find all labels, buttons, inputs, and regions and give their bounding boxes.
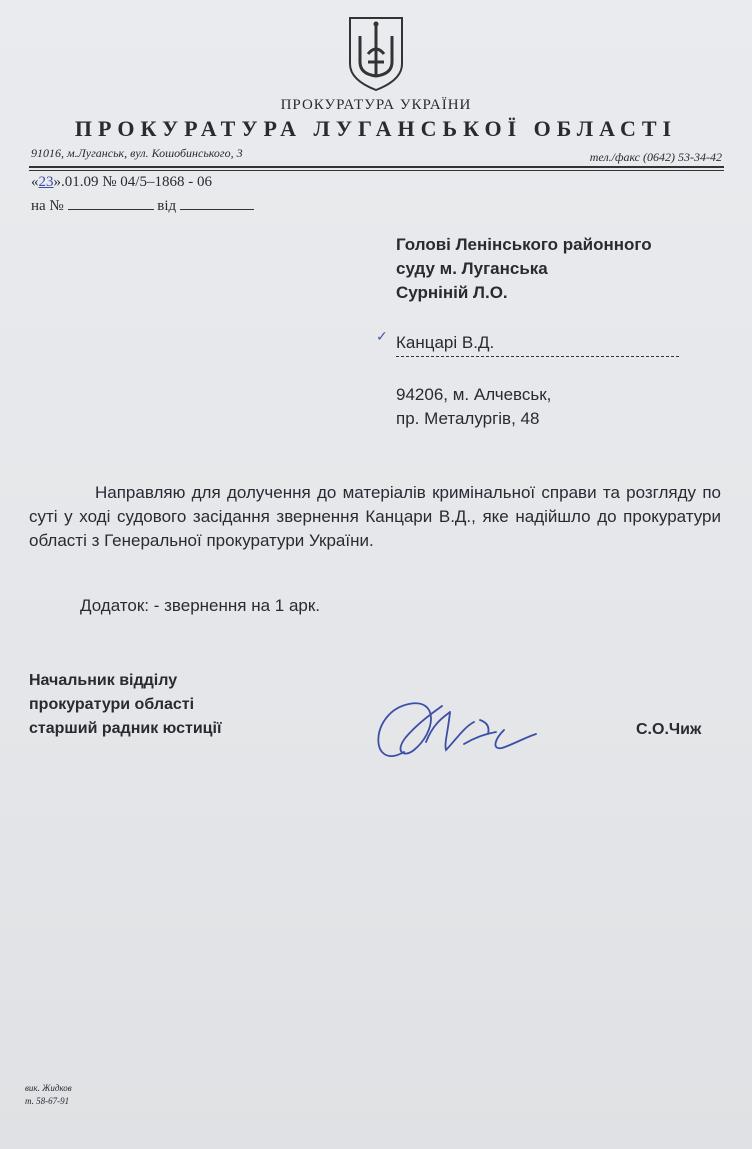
recipient-block — [396, 233, 652, 305]
reference-number-blank — [68, 195, 154, 210]
coat-of-arms-icon — [346, 14, 406, 94]
header-rule-thick — [29, 166, 724, 168]
reference-prefix: на № — [31, 198, 64, 214]
copy-to-address-line: пр. Металургів, 48 — [396, 409, 540, 428]
copy-to-address-line: 94206, м. Алчевськ, — [396, 385, 552, 404]
reference-date-blank — [180, 195, 254, 210]
signer-line: старший радник юстиції — [29, 720, 222, 737]
recipient-line: Сурніній Л.О. — [396, 283, 508, 302]
dashed-divider — [396, 356, 679, 357]
reference-from-label: від — [157, 198, 177, 214]
signer-name: С.О.Чиж — [636, 721, 702, 738]
outgoing-rest: ».01.09 № 04/5–1868 - 06 — [53, 174, 212, 190]
outgoing-number — [31, 174, 212, 191]
signer-line: Начальник відділу — [29, 672, 178, 689]
executor-line: т. 58-67-91 — [25, 1096, 70, 1106]
signer-line: прокуратури області — [29, 696, 195, 713]
copy-to-name: Канцарі В.Д. — [396, 333, 495, 352]
letter-body: Направляю для долучення до матеріалів кримінальної справи та розгляду по суті у ході судового засідання звернення Канцари В.Д., яке надійшло до прокуратури області з Генеральної прокуратури України. — [29, 483, 721, 550]
signer-title-block — [29, 669, 221, 741]
check-mark-icon: ✓ — [376, 330, 388, 345]
org-phone: тел./факс (0642) 53-34-42 — [589, 150, 722, 164]
copy-to-address — [396, 383, 551, 431]
outgoing-day: 23 — [38, 174, 54, 190]
executor-line: вик. Жидков — [25, 1083, 72, 1093]
recipient-line: суду м. Луганська — [396, 259, 548, 278]
org-address: 91016, м.Луганськ, вул. Кошобинського, 3 — [31, 146, 243, 160]
attachment-line: Додаток: - звернення на 1 арк. — [80, 596, 321, 615]
org-top-title: ПРОКУРАТУРА УКРАЇНИ — [280, 97, 472, 113]
org-main-title: ПРОКУРАТУРА ЛУГАНСЬКОЇ ОБЛАСТІ — [74, 116, 678, 141]
handwritten-signature — [364, 682, 564, 782]
reference-line — [31, 195, 254, 215]
recipient-line: Голові Ленінського районного — [396, 235, 652, 254]
executor-note — [25, 1082, 72, 1108]
header-rule-thin — [29, 170, 724, 171]
outgoing-open-quote: « — [31, 174, 39, 190]
